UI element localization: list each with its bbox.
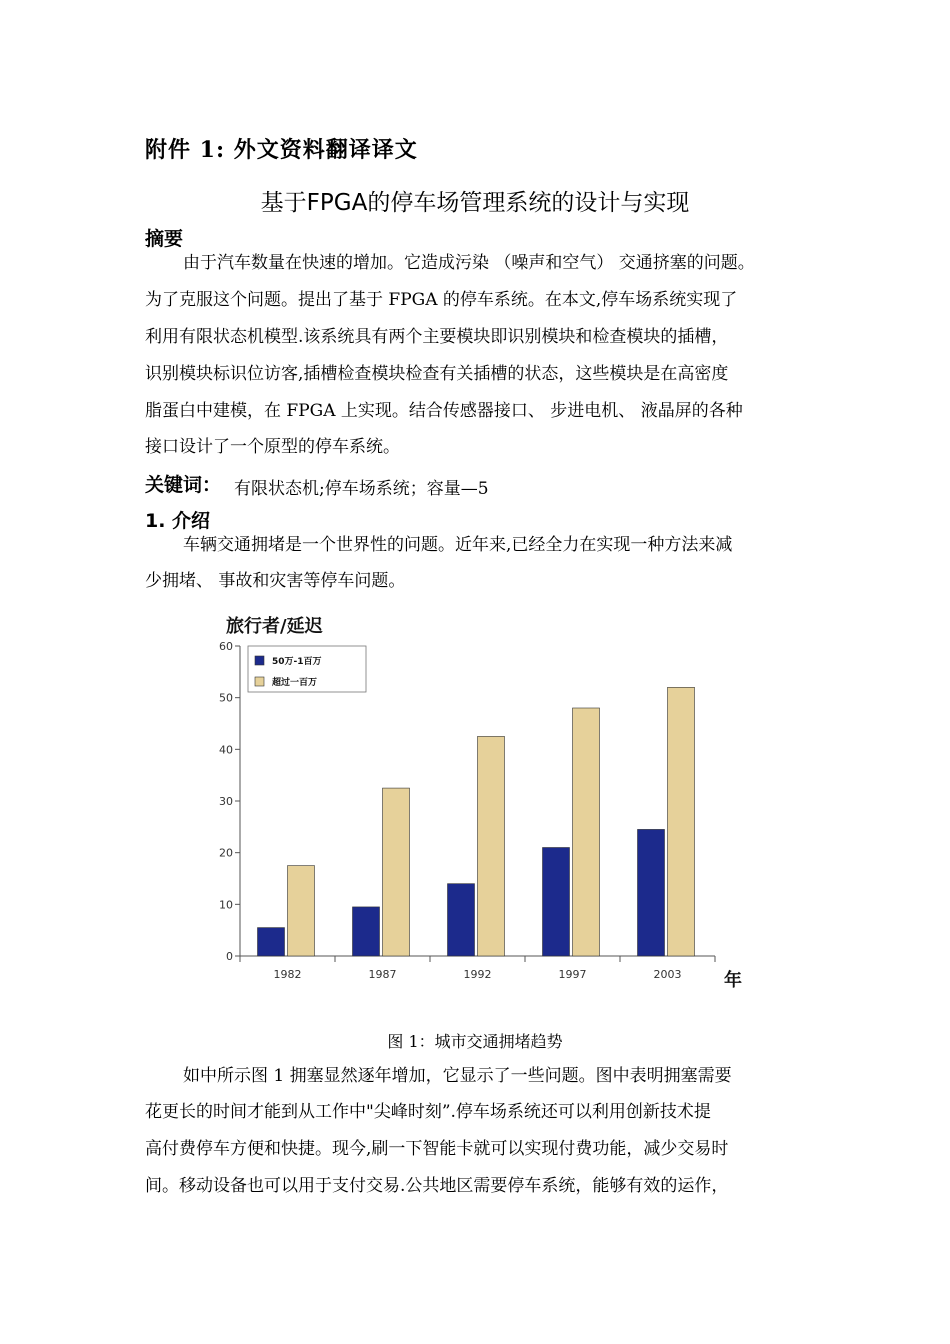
chart-svg: [210, 606, 750, 1006]
y-tick-label: 30: [219, 795, 233, 808]
keywords-text: 有限状态机;停车场系统；容量—5: [234, 479, 489, 499]
abstract-line: 接口设计了一个原型的停车系统。: [145, 437, 400, 457]
y-tick-label: 40: [219, 743, 233, 757]
chart-title: 旅行者/延迟: [226, 616, 323, 637]
legend-label: 50万-1百万: [272, 657, 322, 667]
body-line: 高付费停车方便和快捷。现今,刷一下智能卡就可以实现付费功能，减少交易时: [145, 1139, 729, 1159]
bar: [383, 788, 410, 956]
x-tick-label: 1982: [273, 968, 302, 981]
legend-swatch: [255, 677, 264, 686]
abstract-line: 识别模块标识位访客,插槽检查模块检查有关插槽的状态，这些模块是在高密度: [145, 364, 729, 384]
x-axis-label: 年: [724, 970, 742, 991]
intro-line: 少拥堵、 事故和灾害等停车问题。: [145, 571, 406, 591]
bar: [288, 866, 315, 956]
x-tick-label: 1992: [463, 968, 492, 981]
x-tick-label: 2003: [653, 968, 682, 981]
y-tick-label: 0: [226, 950, 233, 963]
bar: [543, 848, 570, 957]
paper-title: 基于FPGA的停车场管理系统的设计与实现: [260, 190, 690, 216]
y-tick-label: 50: [219, 691, 233, 705]
y-tick-label: 10: [219, 898, 233, 912]
keywords-label: 关键词：: [145, 474, 222, 496]
legend-swatch: [255, 656, 264, 665]
bar: [638, 829, 665, 956]
intro-line: 车辆交通拥堵是一个世界性的问题。近年来,已经全力在实现一种方法来减: [183, 535, 733, 555]
abstract-line: 利用有限状态机模型.该系统具有两个主要模块即识别模块和检查模块的插槽，: [145, 327, 729, 347]
abstract-line: 由于汽车数量在快速的增加。它造成污染 （噪声和空气） 交通挤塞的问题。: [183, 253, 755, 273]
y-tick-label: 60: [219, 640, 233, 653]
body-line: 间。移动设备也可以用于支付交易.公共地区需要停车系统，能够有效的运作，: [145, 1176, 729, 1196]
bar: [478, 736, 505, 956]
x-tick-label: 1997: [558, 968, 587, 981]
bar: [573, 708, 600, 956]
bar: [353, 907, 380, 956]
abstract-line: 为了克服这个问题。提出了基于 FPGA 的停车系统。在本文,停车场系统实现了: [145, 290, 738, 310]
congestion-chart: [210, 606, 750, 1006]
bar: [668, 687, 695, 956]
x-tick-label: 1987: [368, 968, 397, 981]
y-tick-label: 20: [219, 846, 233, 860]
bar: [258, 928, 285, 956]
appendix-title: 附件 1: 外文资料翻译译文: [145, 137, 418, 163]
body-line: 花更长的时间才能到从工作中"尖峰时刻”.停车场系统还可以利用创新技术提: [145, 1102, 711, 1122]
abstract-heading: 摘要: [145, 228, 184, 250]
abstract-line: 脂蛋白中建模，在 FPGA 上实现。结合传感器接口、 步进电机、 液晶屏的各种: [145, 401, 743, 421]
legend-label: 超过一百万: [272, 678, 318, 688]
body-line: 如中所示图 1 拥塞显然逐年增加，它显示了一些问题。图中表明拥塞需要: [183, 1066, 732, 1086]
bar: [448, 884, 475, 956]
intro-heading: 1. 介绍: [145, 510, 211, 532]
figure-caption: 图 1：城市交通拥堵趋势: [387, 1032, 563, 1051]
